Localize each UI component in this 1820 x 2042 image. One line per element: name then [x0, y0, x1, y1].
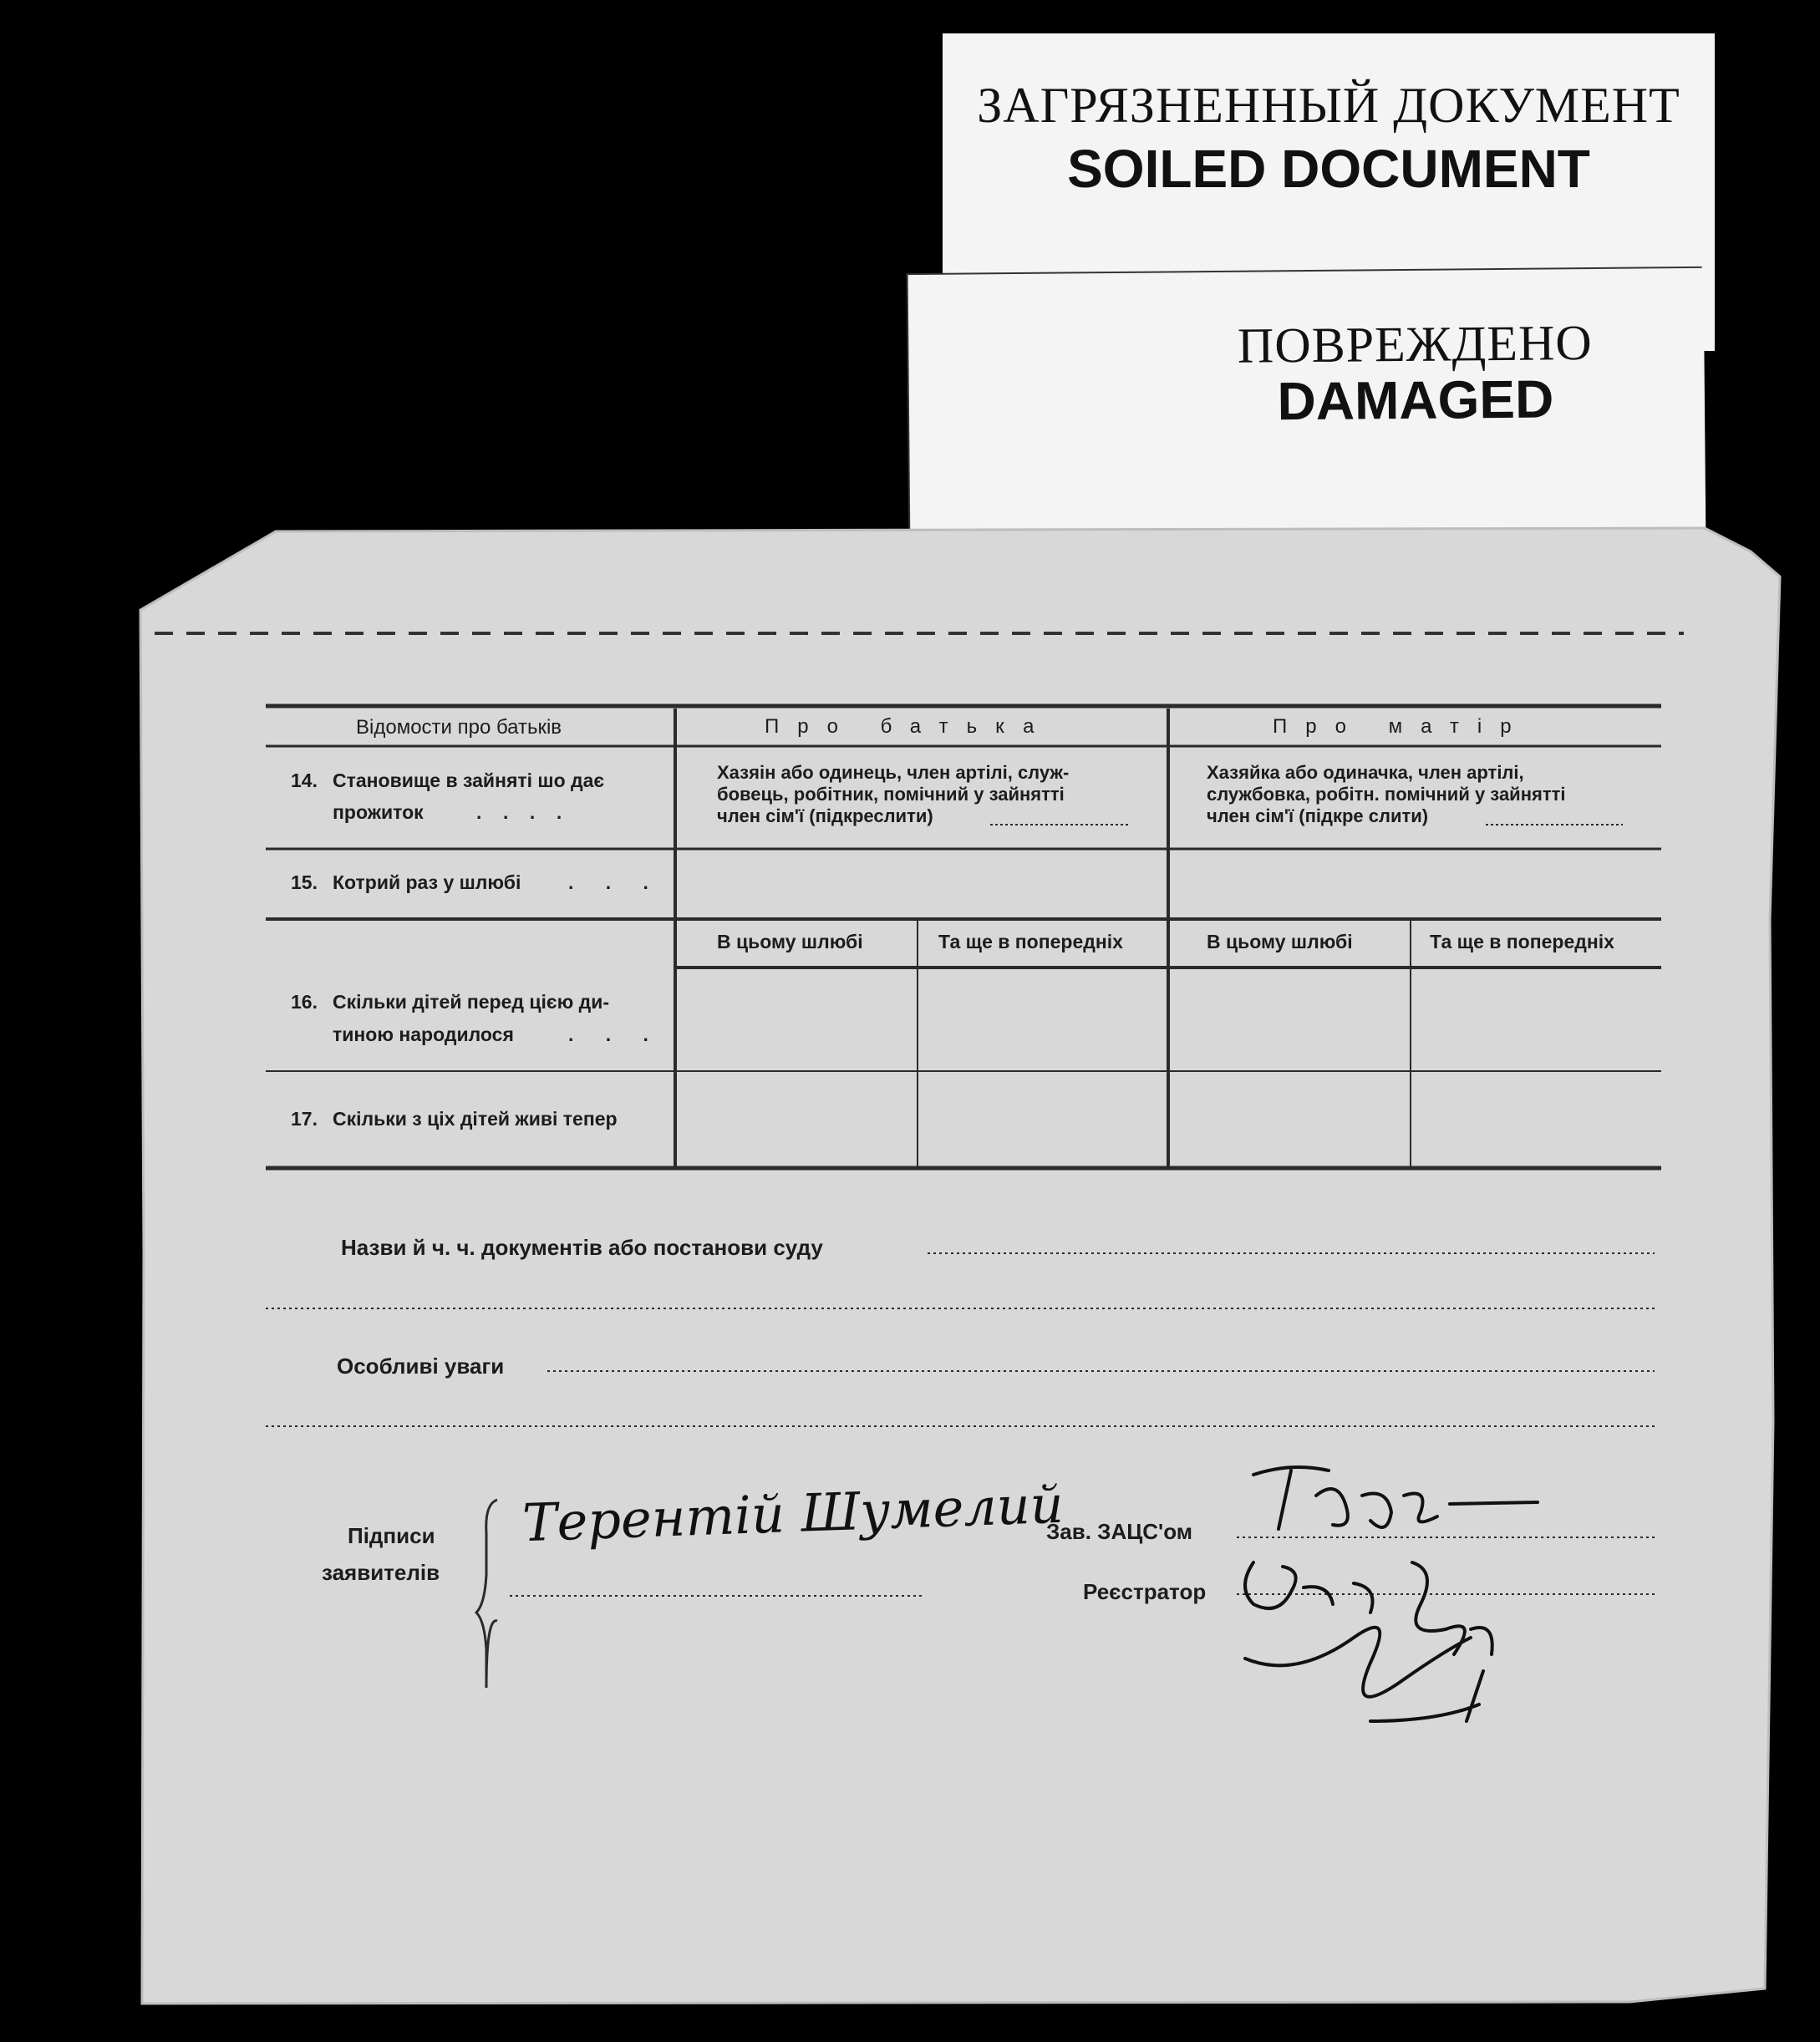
row14-label-line2: прожиток — [333, 801, 424, 823]
damaged-label-ru: ПОВРЕЖДЕНО — [1237, 315, 1593, 373]
paper-body — [140, 528, 1780, 2004]
documents-court-decisions-label: Назви й ч. ч. документів або постанови суду — [341, 1235, 823, 1260]
soiled-label-ru: ЗАГРЯЗНЕННЫЙ ДОКУМЕНТ — [977, 78, 1680, 133]
subheader-mother-current-marriage: В цьому шлюбі — [1207, 931, 1353, 952]
subheader-mother-previous-marriages: Та ще в попередніх — [1430, 931, 1614, 952]
header-about-mother: Про матір — [1273, 715, 1530, 738]
applicant-handwritten-signature: Терентій Шумелий — [521, 1473, 1065, 1554]
row17-label: Скільки з ціх дітей живі тепер — [333, 1108, 618, 1130]
row15-label: Котрий раз у шлюбі — [333, 871, 521, 893]
head-of-registry-label: Зав. ЗАЦС'ом — [1046, 1519, 1192, 1544]
row16-label-line2: тиною народилося — [333, 1024, 514, 1045]
row14-label-line1: Становище в зайняті шо дає — [333, 770, 605, 791]
registrar-label: Реєстратор — [1083, 1579, 1207, 1604]
soiled-label-en: SOILED DOCUMENT — [1067, 139, 1590, 199]
applicants-signatures-label-line2: заявителів — [322, 1560, 440, 1585]
row16-label-line1: Скільки дітей перед цією ди- — [333, 991, 610, 1013]
row14-father-options-line1: Хазяін або одинець, член артілі, служ- — [717, 762, 1070, 783]
subheader-father-current-marriage: В цьому шлюбі — [717, 931, 863, 952]
row14-father-options-line3: член сім'ї (підкреслити) — [717, 805, 933, 826]
row14-mother-options-line2: службовка, робітн. помічний у зайнятті — [1207, 784, 1566, 805]
row14-mother-options-line3: член сім'ї (підкре слити) — [1207, 805, 1429, 826]
applicants-signatures-label-line1: Підписи — [348, 1523, 435, 1548]
row16-number: 16. — [291, 991, 318, 1013]
row14-mother-options-line1: Хазяйка або одиначка, член артілі, — [1207, 762, 1524, 783]
subheader-father-previous-marriages: Та ще в попередніх — [938, 931, 1123, 952]
row17-number: 17. — [291, 1108, 318, 1130]
damaged-label-en: DAMAGED — [1277, 368, 1554, 432]
header-about-father: Про батька — [765, 715, 1053, 738]
row14-number: 14. — [291, 770, 318, 791]
special-remarks-label: Особливі уваги — [337, 1354, 505, 1379]
row15-number: 15. — [291, 871, 318, 893]
header-parents-info: Відомости про батьків — [356, 716, 562, 739]
row14-father-options-line2: бовець, робітник, помічний у зайнятті — [717, 784, 1065, 805]
